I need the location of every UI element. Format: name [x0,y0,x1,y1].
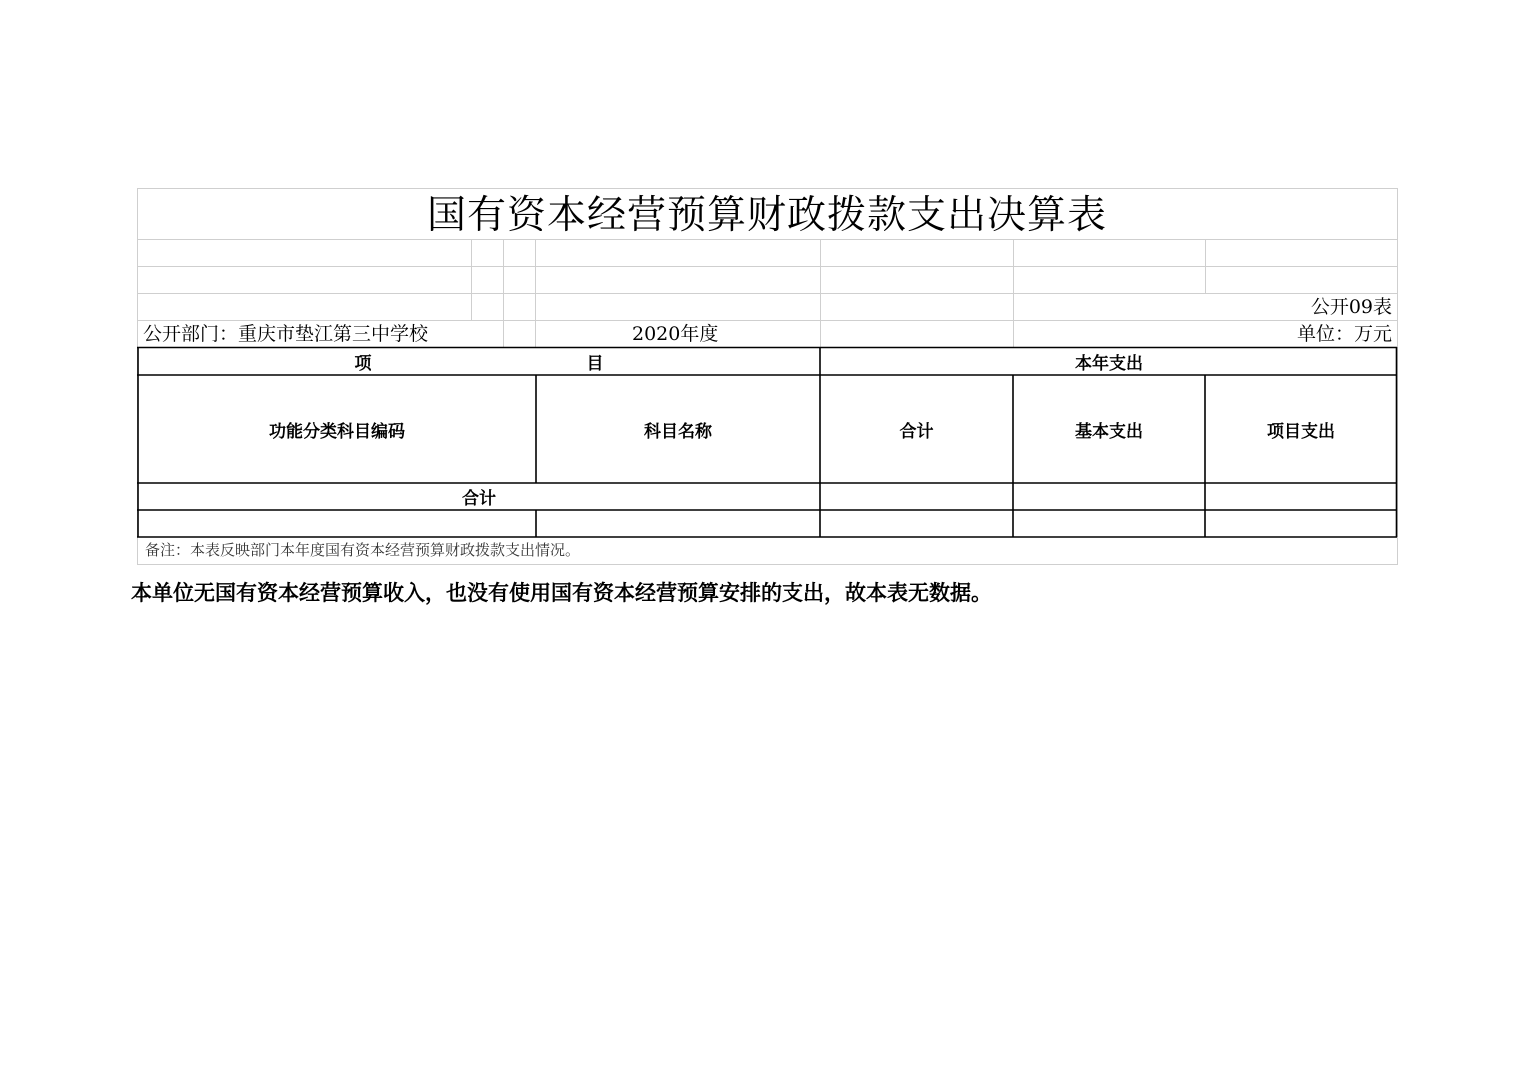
column-header-project: 项目支出 [1267,421,1335,442]
header-item-left: 项 [354,354,372,374]
column-header-name: 科目名称 [644,421,712,442]
table-note: 备注：本表反映部门本年度国有资本经营预算财政拨款支出情况。 [145,541,581,559]
department-label: 公开部门：重庆市垫江第三中学校 [143,323,429,345]
column-header-code: 功能分类科目编码 [269,421,405,442]
unit-label: 单位：万元 [1296,323,1392,345]
no-data-statement: 本单位无国有资本经营预算收入，也没有使用国有资本经营预算安排的支出，故本表无数据。 [131,580,992,605]
column-header-total: 合计 [899,421,934,442]
year-label: 2020年度 [632,323,719,345]
document-title: 国有资本经营预算财政拨款支出决算表 [426,193,1107,238]
column-header-basic: 基本支出 [1075,421,1143,442]
total-row-label: 合计 [462,489,496,509]
header-this-year-expense: 本年支出 [1075,354,1143,374]
header-item-right: 目 [586,354,604,374]
form-code: 公开09表 [1310,296,1392,318]
